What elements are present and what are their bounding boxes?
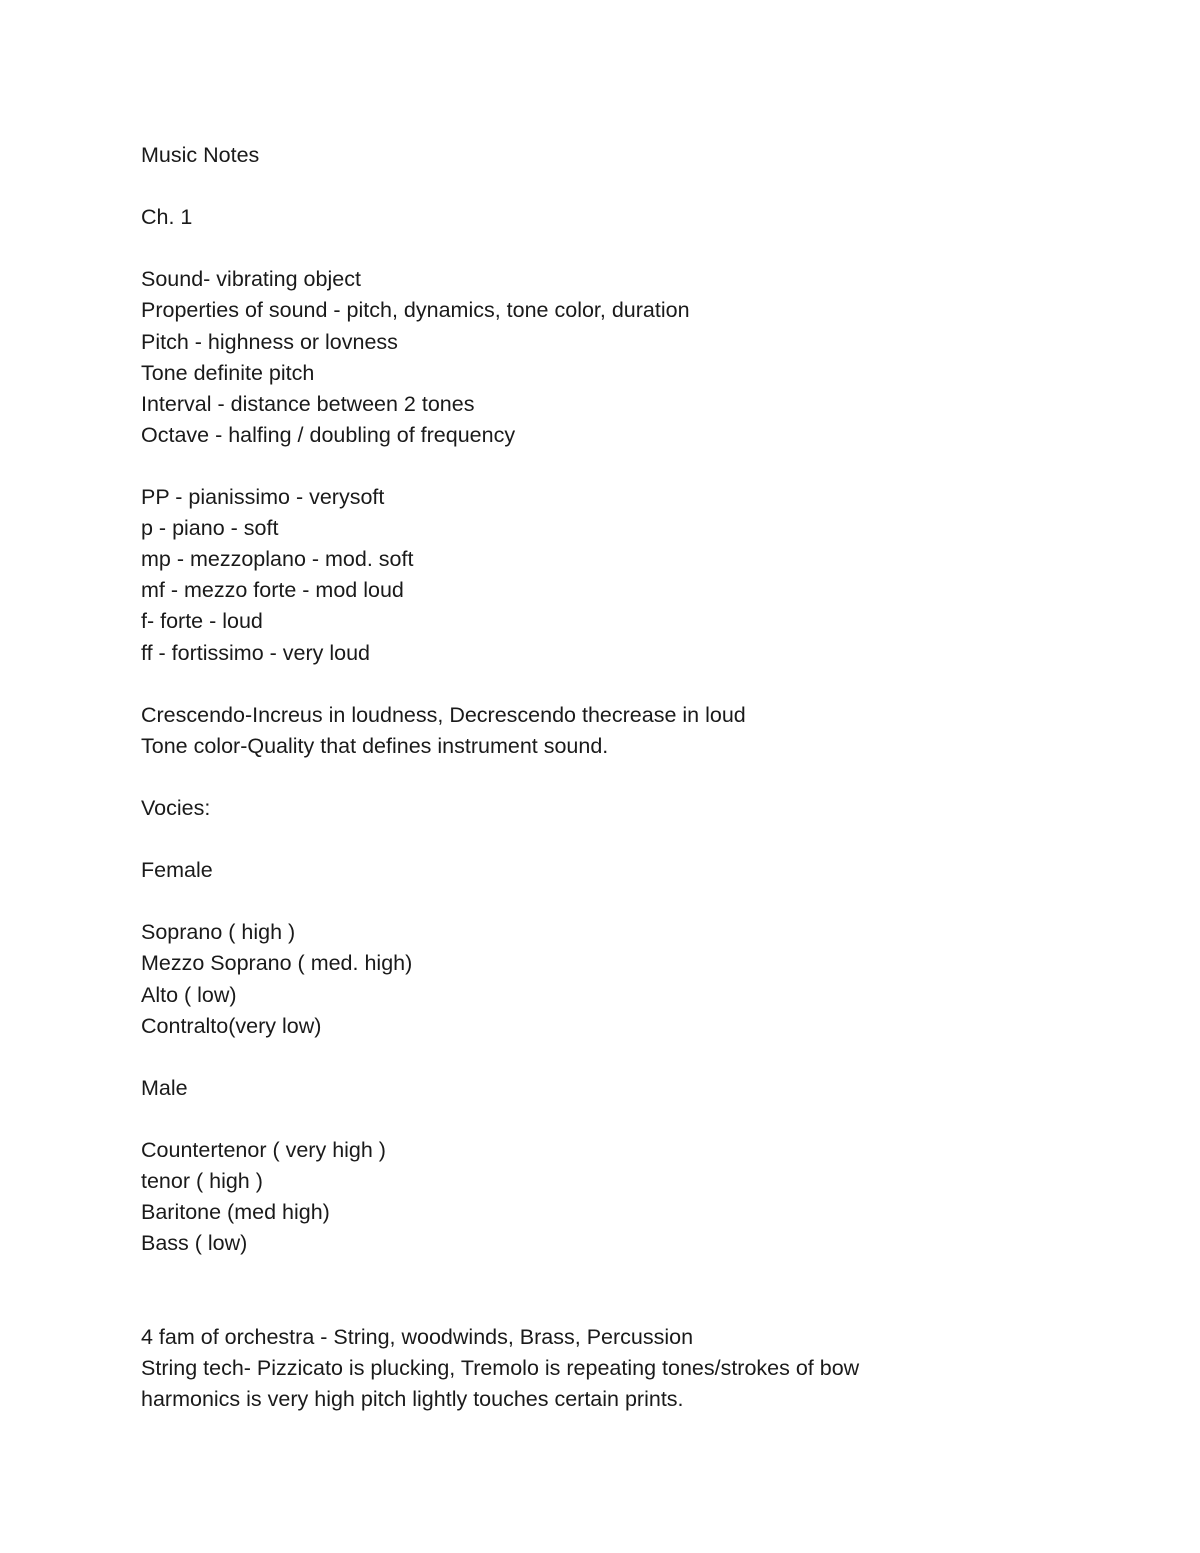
text-line: harmonics is very high pitch lightly touches certain prints. <box>141 1386 684 1411</box>
blank-line <box>141 762 1141 793</box>
text-line: Mezzo Soprano ( med. high) <box>141 951 413 976</box>
text-line: Music Notes <box>141 143 260 167</box>
blank-line <box>141 886 1141 917</box>
blank-line <box>141 171 1141 202</box>
text-line: Baritone (med high) <box>141 1200 330 1225</box>
blank-line <box>141 233 1141 264</box>
text-line: Octave - halfing / doubling of frequency <box>141 422 516 447</box>
blank-line <box>141 1290 1141 1321</box>
text-line: mf - mezzo forte - mod loud <box>141 578 404 603</box>
text-line: Properties of sound - pitch, dynamics, tone color, duration <box>141 298 690 323</box>
blank-line <box>141 1259 1141 1290</box>
text-line: Crescendo-Increus in loudness, Decrescendo thecrease in loud <box>141 702 746 727</box>
text-line: Male <box>141 1075 188 1100</box>
blank-line <box>141 451 1141 482</box>
blank-line <box>141 1042 1141 1073</box>
text-line: Female <box>141 858 213 883</box>
text-line: mp - mezzoplano - mod. soft <box>141 547 414 572</box>
text-line: Interval - distance between 2 tones <box>141 391 475 416</box>
blank-line <box>141 669 1141 700</box>
text-line: String tech- Pizzicato is plucking, Tremolo is repeating tones/strokes of bow <box>141 1355 860 1380</box>
text-line: Bass ( low) <box>141 1231 248 1256</box>
text-line: Contralto(very low) <box>141 1013 322 1038</box>
text-line: Tone definite pitch <box>141 360 315 385</box>
text-line: Soprano ( high ) <box>141 920 296 945</box>
text-line: ff - fortissimo - very loud <box>141 640 370 665</box>
text-line: Ch. 1 <box>141 205 193 230</box>
text-line: Sound- vibrating object <box>141 267 361 292</box>
text-line: f- forte - loud <box>141 609 263 634</box>
text-line: Countertenor ( very high ) <box>141 1138 386 1162</box>
text-line: Alto ( low) <box>141 982 237 1007</box>
text-line: p - piano - soft <box>141 516 279 541</box>
text-line: Vocies: <box>141 795 211 820</box>
blank-line <box>141 824 1141 855</box>
text-line: 4 fam of orchestra - String, woodwinds, Brass, Percussion <box>141 1324 694 1349</box>
document-body <box>141 140 1141 1415</box>
text-line: Pitch - highness or lovness <box>141 329 398 354</box>
text-line: tenor ( high ) <box>141 1169 263 1194</box>
text-line: PP - pianissimo - verysoft <box>141 485 385 510</box>
text-line: Tone color-Quality that defines instrument sound. <box>141 733 609 758</box>
blank-line <box>141 1104 1141 1135</box>
